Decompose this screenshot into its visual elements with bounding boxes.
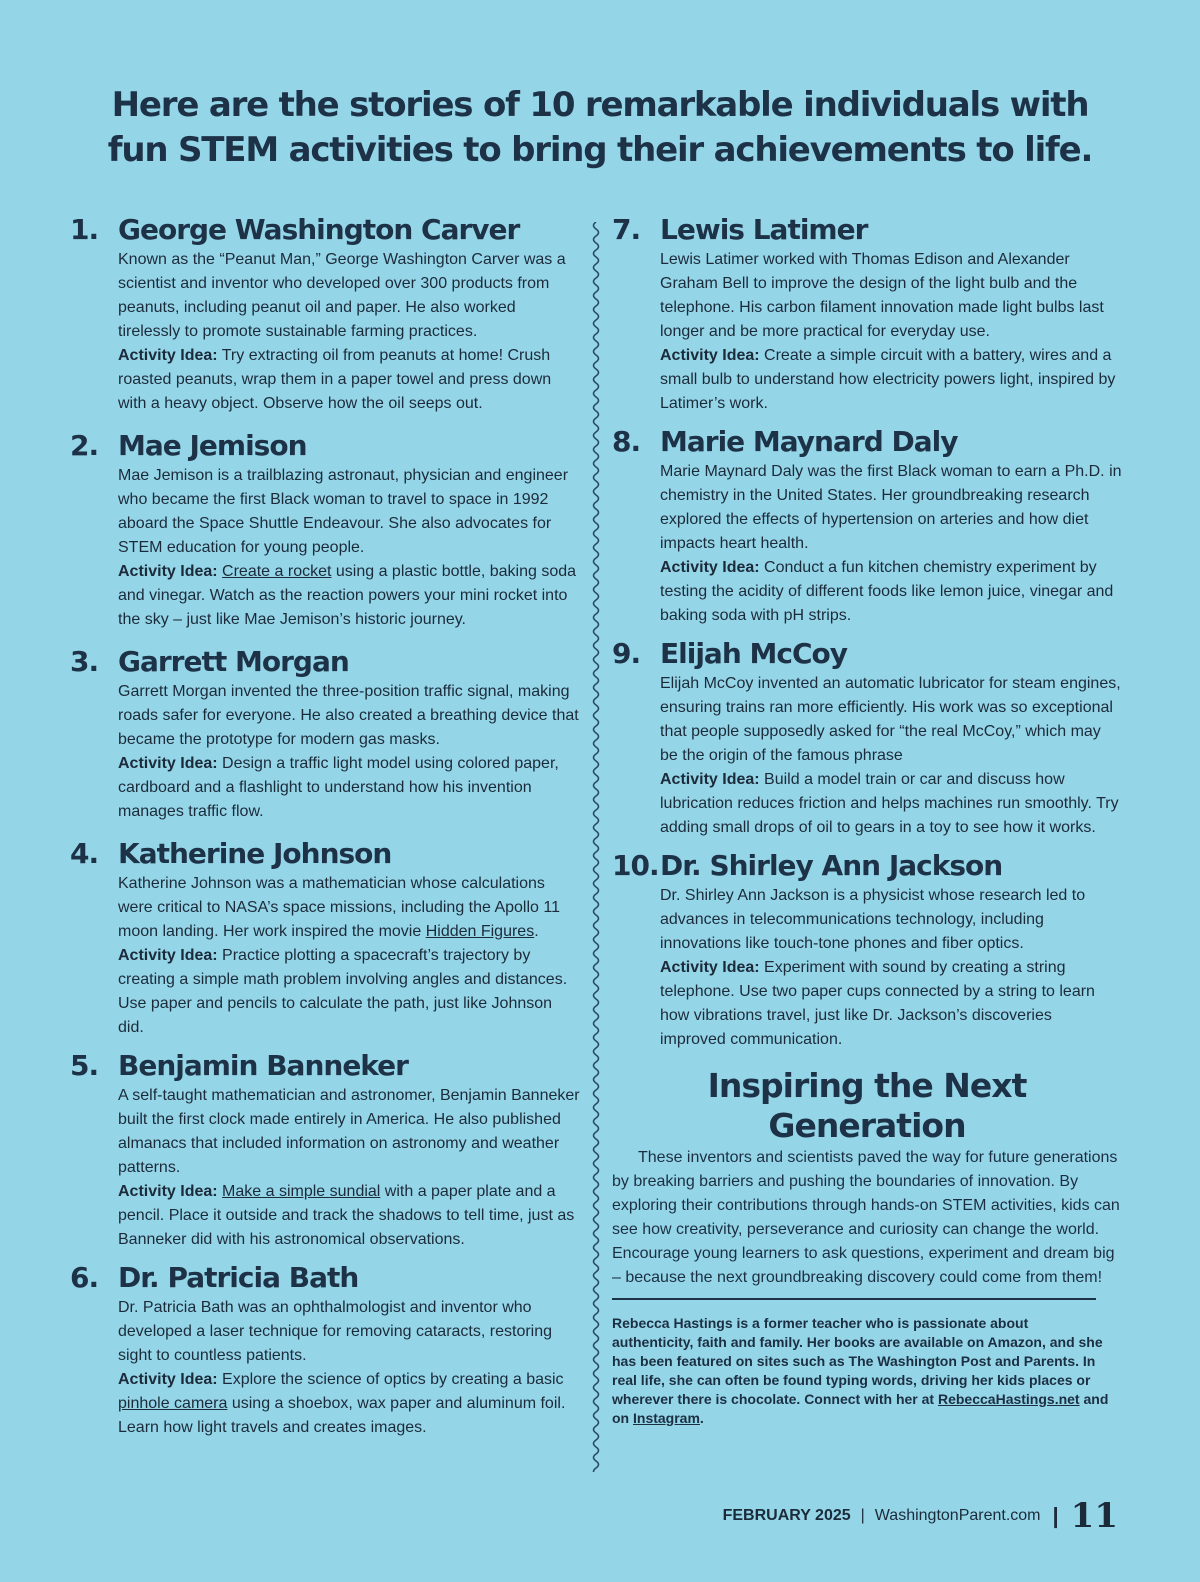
instagram-link[interactable]: Instagram <box>633 1410 700 1426</box>
entry-body <box>660 884 1122 1052</box>
footer-separator-2: | <box>1052 1503 1059 1528</box>
entry-activity-paragraph <box>118 944 580 1040</box>
activity-text: Try extracting oil from peanuts at home! Crush roasted peanuts, wrap them in a paper towel and press down with a heavy object. Observe how the oil seeps out. <box>118 347 552 412</box>
footer-site-link[interactable]: WashingtonParent.com <box>874 1507 1041 1524</box>
entry-10 <box>612 848 1122 1052</box>
activity-idea-label: Activity Idea: <box>660 771 760 788</box>
footer-issue-date: FEBRUARY 2025 <box>722 1507 851 1524</box>
entry-description-paragraph <box>118 1084 580 1180</box>
entry-description: A self-taught mathematician and astronomer, Benjamin Banneker built the first clock made entirely in America. He also published almanacs that included information on astronomy and weather patterns. <box>118 1087 580 1176</box>
entry-heading <box>612 212 1122 248</box>
entry-9 <box>612 636 1122 840</box>
entry-name: Garrett Morgan <box>118 645 349 678</box>
entry-activity-paragraph <box>118 344 580 416</box>
entry-description: Garrett Morgan invented the three-position traffic signal, making roads safer for everyone. He also created a breathing device that became the prototype for modern gas masks. <box>118 683 579 748</box>
activity-text: Experiment with sound by creating a string telephone. Use two paper cups connected by a string to learn how vibrations travel, just like Dr. Jackson’s discoveries improved communication. <box>660 959 1095 1048</box>
headline-line-2: fun STEM activities to bring their achievements to life. <box>107 130 1093 170</box>
entry-heading <box>70 1260 580 1296</box>
entry-description: Known as the “Peanut Man,” George Washington Carver was a scientist and inventor who developed over 300 products from peanuts, including peanut oil and paper. He also worked tirelessly to promote sustainable farming practices. <box>118 251 566 340</box>
entry-description-paragraph <box>118 872 580 944</box>
entry-activity-paragraph <box>660 556 1122 628</box>
bio-end-text: . <box>699 1410 704 1426</box>
activity-idea-label: Activity Idea: <box>118 563 218 580</box>
activity-text: with a paper plate and a pencil. Place it outside and track the shadows to tell time, just as Banneker did with his astronomical observations. <box>118 1183 575 1248</box>
activity-idea-label: Activity Idea: <box>660 347 760 364</box>
bio-divider-rule <box>612 1298 1096 1300</box>
entry-5 <box>70 1048 580 1252</box>
entry-activity-paragraph <box>118 752 580 824</box>
entry-heading <box>612 848 1122 884</box>
activity-idea-label: Activity Idea: <box>118 1183 218 1200</box>
page-footer <box>723 1496 1118 1536</box>
right-column <box>612 212 1122 1428</box>
entry-name: Benjamin Banneker <box>118 1049 408 1082</box>
entry-body <box>118 680 580 824</box>
entry-4 <box>70 836 580 1040</box>
entry-number: 4. <box>70 837 99 870</box>
entry-heading <box>70 428 580 464</box>
left-column <box>70 212 580 1440</box>
entry-body <box>118 872 580 1040</box>
entry-description-paragraph <box>118 464 580 560</box>
entry-description-paragraph <box>118 680 580 752</box>
entry-number: 7. <box>612 213 641 246</box>
entry-1 <box>70 212 580 416</box>
bio-text: Rebecca Hastings is a former teacher who is passionate about authenticity, faith and family. Her books are available on Amazon, and she has been featured on sites such as The Washington Post and Parents. In real life, she can often be found typing words, driving her kids places or wherever there is chocolate. Connect with her at <box>612 1315 1103 1407</box>
entry-description: Elijah McCoy invented an automatic lubricator for steam engines, ensuring trains ran more efficiently. His work was so exceptional that people supposedly asked for “the real McCoy,” which may be the origin of the famous phrase <box>660 675 1121 764</box>
activity-text: using a shoebox, wax paper and aluminum foil. Learn how light travels and creates images. <box>118 1395 566 1436</box>
entry-description-paragraph <box>660 672 1122 768</box>
activity-text-pre: Explore the science of optics by creating a basic <box>217 1371 564 1388</box>
entry-activity-paragraph <box>660 768 1122 840</box>
activity-idea-label: Activity Idea: <box>660 959 760 976</box>
author-bio <box>612 1314 1112 1428</box>
entry-name: Lewis Latimer <box>660 213 868 246</box>
entry-number: 8. <box>612 425 641 458</box>
entry-body <box>660 460 1122 628</box>
entry-description: Mae Jemison is a trailblazing astronaut, physician and engineer who became the first Black woman to travel to space in 1992 aboard the Space Shuttle Endeavour. She also advocates for STEM education for young people. <box>118 467 569 556</box>
inspiring-title-line-1: Inspiring the Next <box>707 1066 1027 1105</box>
entry-description: Dr. Patricia Bath was an ophthalmologist and inventor who developed a laser technique for removing cataracts, restoring sight to countless patients. <box>118 1299 553 1364</box>
entry-3 <box>70 644 580 824</box>
activity-text: Practice plotting a spacecraft’s trajectory by creating a simple math problem involving angles and distances. Use paper and pencils to calculate the path, just like Johnson did. <box>118 947 568 1036</box>
entry-name: Mae Jemison <box>118 429 307 462</box>
activity-idea-label: Activity Idea: <box>118 1371 218 1388</box>
entry-name: Marie Maynard Daly <box>660 425 958 458</box>
hidden-figures-link[interactable]: Hidden Figures <box>425 923 535 940</box>
inspiring-section-title <box>612 1066 1122 1146</box>
entry-body <box>118 1296 580 1440</box>
inspiring-body: These inventors and scientists paved the way for future generations by breaking barriers and pushing the boundaries of innovation. By exploring their contributions through hands-on STEM activities, kids can see how creativity, perseverance and curiosity can change the world. Encourage young learners to ask questions, experiment and dream big – because the next groundbreaking discovery could come from them! <box>612 1149 1120 1286</box>
entry-name: Dr. Shirley Ann Jackson <box>660 849 1003 882</box>
entry-activity-paragraph <box>660 956 1122 1052</box>
wavy-divider <box>590 222 602 1472</box>
entry-description-paragraph <box>660 248 1122 344</box>
entry-heading <box>612 424 1122 460</box>
entry-heading <box>612 636 1122 672</box>
entry-heading <box>70 1048 580 1084</box>
entry-name: Dr. Patricia Bath <box>118 1261 359 1294</box>
entry-body <box>118 248 580 416</box>
entry-name: George Washington Carver <box>118 213 520 246</box>
activity-idea-label: Activity Idea: <box>660 559 760 576</box>
entry-heading <box>70 836 580 872</box>
page-number: 11 <box>1070 1496 1118 1536</box>
entry-7 <box>612 212 1122 416</box>
entry-description: Lewis Latimer worked with Thomas Edison and Alexander Graham Bell to improve the design of the light bulb and the telephone. His carbon filament innovation made light bulbs last longer and be more practical for everyday use. <box>660 251 1104 340</box>
entry-number: 1. <box>70 213 99 246</box>
entry-body <box>118 1084 580 1252</box>
footer-separator: | <box>860 1507 865 1524</box>
entry-2 <box>70 428 580 632</box>
entry-description-paragraph <box>118 1296 580 1368</box>
entry-description: Katherine Johnson was a mathematician whose calculations were critical to NASA’s space missions, including the Apollo 11 moon landing. Her work inspired the movie <box>118 875 560 940</box>
activity-text: Build a model train or car and discuss how lubrication reduces friction and helps machines run smoothly. Try adding small drops of oil to gears in a toy to see how it works. <box>660 771 1119 836</box>
entry-heading <box>70 644 580 680</box>
entry-number: 6. <box>70 1261 99 1294</box>
entry-description: Marie Maynard Daly was the first Black woman to earn a Ph.D. in chemistry in the United States. Her groundbreaking research explored the effects of hypertension on arteries and how diet impacts heart health. <box>660 463 1122 552</box>
activity-link[interactable]: pinhole camera <box>118 1395 228 1412</box>
bio-mid-text: and on <box>612 1391 1109 1426</box>
entry-8 <box>612 424 1122 628</box>
rebecca-hastings-site-link[interactable]: RebeccaHastings.net <box>937 1391 1080 1407</box>
entry-body <box>660 248 1122 416</box>
entry-activity-paragraph <box>118 1180 580 1252</box>
entry-name: Katherine Johnson <box>118 837 392 870</box>
activity-idea-label: Activity Idea: <box>118 947 218 964</box>
activity-idea-label: Activity Idea: <box>118 755 218 772</box>
inspiring-title-line-2: Generation <box>768 1106 966 1145</box>
activity-link[interactable]: Create a rocket <box>222 563 332 580</box>
entry-description: Dr. Shirley Ann Jackson is a physicist whose research led to advances in telecommunications technology, including innovations like touch-tone phones and fiber optics. <box>660 887 1086 952</box>
entry-activity-paragraph <box>660 344 1122 416</box>
entry-number: 2. <box>70 429 99 462</box>
activity-idea-label: Activity Idea: <box>118 347 218 364</box>
entry-activity-paragraph <box>118 1368 580 1440</box>
entry-number: 10. <box>612 849 659 882</box>
entry-number: 3. <box>70 645 99 678</box>
entry-number: 5. <box>70 1049 99 1082</box>
entry-description-paragraph <box>118 248 580 344</box>
headline-line-1: Here are the stories of 10 remarkable individuals with <box>111 85 1089 125</box>
entry-name: Elijah McCoy <box>660 637 847 670</box>
activity-text: Design a traffic light model using colored paper, cardboard and a flashlight to understand how his invention manages traffic flow. <box>118 755 559 820</box>
page-headline <box>40 83 1160 173</box>
activity-text: using a plastic bottle, baking soda and vinegar. Watch as the reaction powers your mini rocket into the sky – just like Mae Jemison’s historic journey. <box>118 563 577 628</box>
activity-text: Create a simple circuit with a battery, wires and a small bulb to understand how electricity powers light, inspired by Latimer’s work. <box>660 347 1116 412</box>
entry-body <box>118 464 580 632</box>
entry-6 <box>70 1260 580 1440</box>
activity-link[interactable]: Make a simple sundial <box>222 1183 381 1200</box>
entry-activity-paragraph <box>118 560 580 632</box>
entry-number: 9. <box>612 637 641 670</box>
entry-description-end: . <box>534 923 539 940</box>
entry-heading <box>70 212 580 248</box>
entry-body <box>660 672 1122 840</box>
entry-description-paragraph <box>660 884 1122 956</box>
activity-text: Conduct a fun kitchen chemistry experiment by testing the acidity of different foods like lemon juice, vinegar and baking soda with pH strips. <box>660 559 1114 624</box>
entry-description-paragraph <box>660 460 1122 556</box>
